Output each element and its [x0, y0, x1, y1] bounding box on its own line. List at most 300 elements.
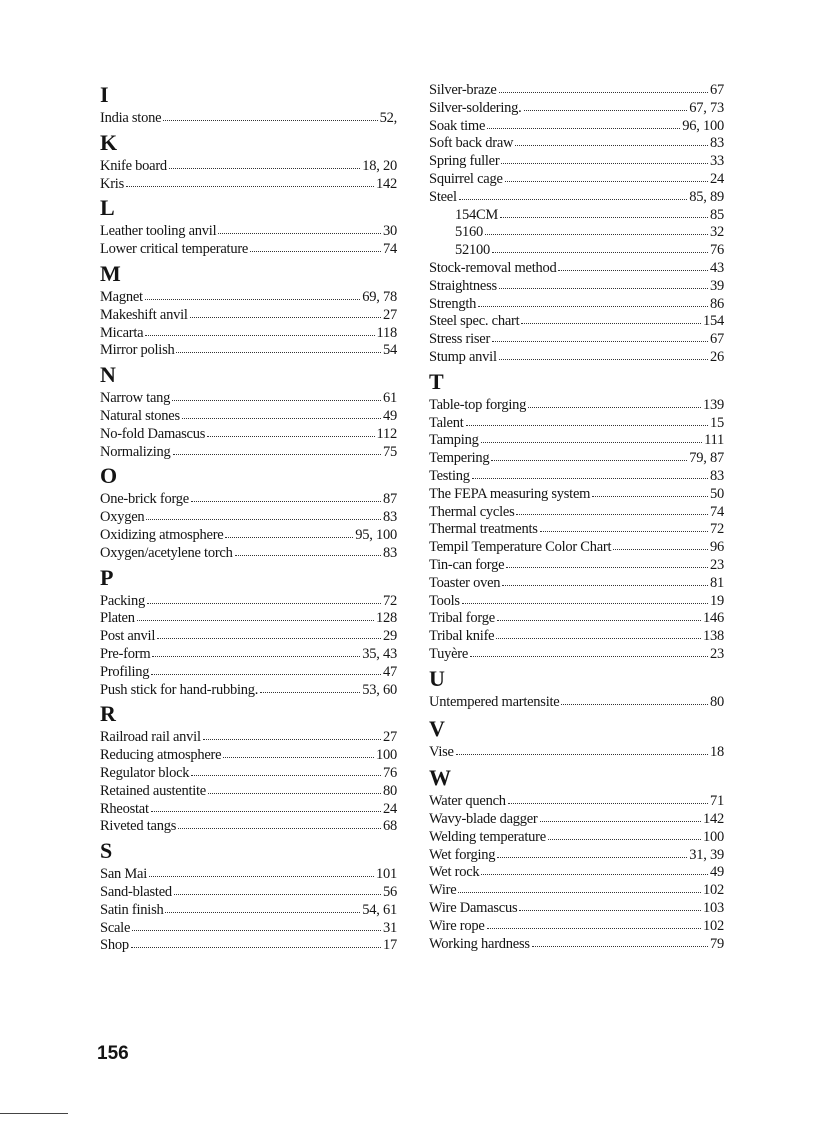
index-term: Mirror polish: [100, 342, 175, 359]
section-letter: W: [429, 765, 451, 791]
index-page-ref: 142: [376, 175, 397, 192]
index-term: Micarta: [100, 324, 144, 341]
index-entry: [100, 682, 397, 700]
index-page-ref: 54, 61: [362, 901, 397, 918]
index-entry: [429, 936, 724, 954]
index-term: Stock-removal method: [429, 259, 557, 276]
index-entry: [429, 296, 724, 314]
index-page-ref: 72: [710, 521, 724, 538]
index-term: Railroad rail anvil: [100, 729, 201, 746]
index-entry: [100, 491, 397, 509]
index-entry: [429, 610, 724, 628]
index-page-ref: 53, 60: [362, 681, 397, 698]
index-page-ref: 67, 73: [689, 99, 724, 116]
index-entry: [429, 278, 724, 296]
dot-leader: [508, 799, 708, 804]
index-entry: [100, 444, 397, 462]
index-entry: [100, 527, 397, 545]
dot-leader: [235, 551, 381, 556]
index-page-ref: 103: [703, 900, 724, 917]
dot-leader: [165, 908, 360, 913]
index-term: Soak time: [429, 117, 486, 134]
dot-leader: [592, 492, 708, 497]
index-page-ref: 111: [704, 432, 724, 449]
dot-leader: [481, 870, 708, 875]
index-page-ref: 49: [383, 407, 397, 424]
dot-leader: [548, 835, 701, 840]
index-term: Satin finish: [100, 901, 164, 918]
index-entry: [429, 432, 724, 450]
dot-leader: [481, 438, 702, 443]
dot-leader: [497, 616, 701, 621]
index-entry: [100, 729, 397, 747]
index-page-ref: 15: [710, 414, 724, 431]
index-entry: [429, 260, 724, 278]
index-page-ref: 17: [383, 937, 397, 954]
index-page-ref: 56: [383, 883, 397, 900]
index-term: Squirrel cage: [429, 170, 503, 187]
index-page-ref: 74: [383, 241, 397, 258]
dot-leader: [223, 753, 374, 758]
dot-leader: [218, 229, 381, 234]
index-page-ref: 96: [710, 539, 724, 556]
index-term: Scale: [100, 919, 131, 936]
index-entry: [100, 110, 397, 128]
index-page-ref: 18, 20: [362, 157, 397, 174]
index-entry: [429, 521, 724, 539]
index-page-ref: 79: [710, 935, 724, 952]
index-page-ref: 79, 87: [689, 450, 724, 467]
index-entry: [429, 504, 724, 522]
dot-leader: [500, 213, 708, 218]
dot-leader: [131, 943, 381, 948]
section-letter: U: [429, 665, 445, 691]
index-entry: [429, 224, 724, 242]
index-entry: [100, 509, 397, 527]
dot-leader: [208, 789, 381, 794]
index-page-ref: 80: [383, 782, 397, 799]
dot-leader: [151, 807, 381, 812]
dot-leader: [169, 164, 360, 169]
index-term: Vise: [429, 743, 454, 760]
index-entry: [100, 902, 397, 920]
index-page-ref: 83: [383, 544, 397, 561]
index-term: Retained austentite: [100, 782, 206, 799]
index-page-ref: 67: [710, 82, 724, 98]
section-letter: M: [100, 260, 121, 286]
index-term: Makeshift anvil: [100, 306, 188, 323]
page-number: 156: [97, 1043, 129, 1064]
index-page-ref: 100: [376, 747, 397, 764]
index-entry: [100, 664, 397, 682]
index-term: Kris: [100, 175, 124, 192]
dot-leader: [137, 616, 374, 621]
index-entry: [429, 313, 724, 331]
dot-leader: [516, 510, 708, 515]
dot-leader: [524, 106, 688, 111]
index-term: India stone: [100, 110, 162, 126]
index-entry: [100, 342, 397, 360]
dot-leader: [152, 652, 360, 657]
index-page-ref: 139: [703, 396, 724, 413]
index-page-ref: 27: [383, 306, 397, 323]
index-entry: [429, 744, 724, 762]
index-term: Strength: [429, 295, 477, 312]
index-page-ref: 83: [710, 467, 724, 484]
index-term: Lower critical temperature: [100, 241, 249, 258]
dot-leader: [519, 906, 701, 911]
index-entry: [429, 118, 724, 136]
index-term: Profiling: [100, 663, 150, 680]
index-entry: [429, 811, 724, 829]
index-entry: [429, 171, 724, 189]
dot-leader: [207, 432, 374, 437]
index-entry: [100, 818, 397, 836]
index-page-ref: 23: [710, 556, 724, 573]
index-term: Pre-form: [100, 645, 151, 662]
index-entry: [429, 646, 724, 664]
index-page-ref: 23: [710, 645, 724, 662]
index-term: Untempered martensite: [429, 693, 560, 710]
index-page-ref: 39: [710, 277, 724, 294]
index-term: The FEPA measuring system: [429, 485, 591, 502]
dot-leader: [145, 331, 374, 336]
dot-leader: [540, 817, 701, 822]
index-page-ref: 61: [383, 390, 397, 407]
index-entry: [429, 82, 724, 100]
index-entry: [429, 415, 724, 433]
index-entry: [100, 801, 397, 819]
index-page-ref: 75: [383, 443, 397, 460]
index-term: Rheostat: [100, 800, 149, 817]
index-entry: [429, 153, 724, 171]
dot-leader: [147, 599, 381, 604]
index-term: Talent: [429, 414, 464, 431]
index-term: Stump anvil: [429, 348, 497, 365]
index-entry: [100, 426, 397, 444]
dot-leader: [145, 295, 360, 300]
index-page-ref: 30: [383, 223, 397, 240]
index-entry: [429, 207, 724, 225]
index-entry: [100, 223, 397, 241]
dot-leader: [176, 348, 381, 353]
dot-leader: [472, 474, 708, 479]
dot-leader: [157, 634, 381, 639]
index-term: Push stick for hand-rubbing.: [100, 681, 259, 698]
index-page-ref: 76: [710, 242, 724, 259]
index-entry: [429, 331, 724, 349]
dot-leader: [613, 545, 708, 550]
dot-leader: [191, 771, 381, 776]
index-entry: [429, 397, 724, 415]
index-page-ref: 24: [383, 800, 397, 817]
index-term: Packing: [100, 592, 145, 609]
section-letter: L: [100, 195, 115, 221]
index-term: Magnet: [100, 288, 143, 305]
index-entry: [429, 882, 724, 900]
index-entry: [429, 242, 724, 260]
index-page-ref: 80: [710, 693, 724, 710]
index-page-ref: 47: [383, 663, 397, 680]
index-term: One-brick forge: [100, 491, 189, 508]
dot-leader: [191, 497, 381, 502]
footer-rule: [0, 1113, 68, 1114]
index-term: Wet forging: [429, 846, 496, 863]
index-term: Leather tooling anvil: [100, 223, 217, 240]
dot-leader: [496, 634, 701, 639]
index-entry: [100, 920, 397, 938]
index-entry: [100, 176, 397, 194]
dot-leader: [499, 88, 708, 93]
index-term: Tools: [429, 592, 460, 609]
index-term: Stress riser: [429, 331, 491, 348]
index-entry: [429, 694, 724, 712]
index-term: Welding temperature: [429, 828, 546, 845]
dot-leader: [506, 563, 708, 568]
index-page-ref: 33: [710, 153, 724, 170]
index-term: Working hardness: [429, 935, 530, 952]
index-page-ref: 43: [710, 259, 724, 276]
dot-leader: [532, 942, 708, 947]
index-entry: [429, 486, 724, 504]
section-letter: K: [100, 129, 118, 155]
dot-leader: [260, 688, 360, 693]
dot-leader: [172, 396, 381, 401]
index-term: Post anvil: [100, 628, 156, 645]
index-term: Tempil Temperature Color Chart: [429, 539, 612, 556]
index-term: Tribal knife: [429, 628, 495, 645]
index-entry: [429, 557, 724, 575]
index-page-ref: 71: [710, 793, 724, 810]
dot-leader: [250, 247, 381, 252]
index-column-left: [100, 82, 397, 955]
index-entry: [100, 545, 397, 563]
index-page-ref: 31: [383, 919, 397, 936]
index-entry: [429, 628, 724, 646]
index-page-ref: 146: [703, 610, 724, 627]
index-entry: [429, 918, 724, 936]
index-page-ref: 19: [710, 592, 724, 609]
index-page-ref: 26: [710, 348, 724, 365]
index-page-ref: 68: [383, 818, 397, 835]
index-entry: [100, 765, 397, 783]
index-page-ref: 18: [710, 743, 724, 760]
index-page-ref: 50: [710, 485, 724, 502]
index-term: Wavy-blade dagger: [429, 811, 538, 828]
dot-leader: [173, 450, 381, 455]
index-entry: [100, 783, 397, 801]
index-term: Regulator block: [100, 764, 190, 781]
index-term: Tamping: [429, 432, 479, 449]
index-entry: [429, 793, 724, 811]
index-page-ref: 83: [383, 509, 397, 526]
index-entry: [429, 575, 724, 593]
index-page-ref: 118: [376, 324, 397, 341]
index-page-ref: 95, 100: [355, 526, 397, 543]
index-page-ref: 69, 78: [362, 288, 397, 305]
index-page-ref: 85: [710, 206, 724, 223]
index-entry: [429, 100, 724, 118]
index-entry: [429, 593, 724, 611]
index-entry: [100, 866, 397, 884]
index-term: Normalizing: [100, 443, 171, 460]
index-entry: [100, 593, 397, 611]
index-page-ref: 102: [703, 882, 724, 899]
dot-leader: [470, 652, 708, 657]
index-term: Straightness: [429, 277, 497, 294]
dot-leader: [462, 599, 708, 604]
dot-leader: [492, 337, 708, 342]
index-term: San Mai: [100, 866, 147, 883]
index-term: Reducing atmosphere: [100, 747, 222, 764]
index-page-ref: 54: [383, 342, 397, 359]
index-page-ref: 29: [383, 628, 397, 645]
index-term: Water quench: [429, 793, 506, 810]
index-entry: [429, 450, 724, 468]
index-term: Steel spec. chart: [429, 313, 520, 330]
section-letter: N: [100, 362, 116, 388]
index-entry: [100, 884, 397, 902]
index-term: Testing: [429, 467, 470, 484]
section-letter: R: [100, 701, 116, 727]
dot-leader: [126, 182, 374, 187]
dot-leader: [132, 926, 381, 931]
index-term: Tin-can forge: [429, 556, 505, 573]
index-term: Table-top forging: [429, 396, 527, 413]
index-entry: [429, 900, 724, 918]
dot-leader: [499, 284, 708, 289]
dot-leader: [487, 924, 701, 929]
index-entry: [429, 189, 724, 207]
index-term: Steel: [429, 188, 457, 205]
index-entry: [100, 307, 397, 325]
dot-leader: [203, 735, 381, 740]
dot-leader: [225, 533, 353, 538]
dot-leader: [459, 195, 688, 200]
dot-leader: [456, 750, 708, 755]
dot-leader: [174, 890, 381, 895]
index-page-ref: 154: [703, 313, 724, 330]
index-page-ref: 83: [710, 135, 724, 152]
index-term: Oxygen: [100, 509, 145, 526]
index-entry: [100, 390, 397, 408]
index-entry: [100, 937, 397, 955]
index-entry: [429, 349, 724, 367]
dot-leader: [502, 581, 708, 586]
dot-leader: [501, 159, 708, 164]
index-term: Silver-soldering.: [429, 99, 522, 116]
index-page-ref: 27: [383, 729, 397, 746]
dot-leader: [528, 403, 701, 408]
index-page-ref: 35, 43: [362, 645, 397, 662]
dot-leader: [178, 824, 381, 829]
index-term: Tempering: [429, 450, 490, 467]
index-page-ref: 100: [703, 828, 724, 845]
index-page-ref: 128: [376, 610, 397, 627]
index-page-ref: 112: [376, 425, 397, 442]
section-letter: I: [100, 82, 109, 107]
dot-leader: [485, 230, 708, 235]
index-page-ref: 74: [710, 503, 724, 520]
dot-leader: [151, 670, 381, 675]
dot-leader: [478, 302, 708, 307]
index-entry: [100, 325, 397, 343]
index-term: Wire: [429, 882, 457, 899]
index-term: Thermal treatments: [429, 521, 538, 538]
index-term: Sand-blasted: [100, 883, 172, 900]
index-entry: [100, 610, 397, 628]
dot-leader: [182, 414, 381, 419]
dot-leader: [466, 421, 708, 426]
index-page-ref: 96, 100: [682, 117, 724, 134]
dot-leader: [190, 313, 381, 318]
index-page-ref: 85, 89: [689, 188, 724, 205]
dot-leader: [558, 266, 708, 271]
index-page-ref: 101: [376, 866, 397, 883]
index-term: 5160: [455, 224, 483, 241]
index-entry: [100, 628, 397, 646]
index-term: Wire rope: [429, 917, 485, 934]
index-term: Spring fuller: [429, 153, 500, 170]
index-term: Soft back draw: [429, 135, 514, 152]
index-term: 52100: [455, 242, 490, 259]
index-page-ref: 24: [710, 170, 724, 187]
dot-leader: [515, 141, 708, 146]
index-page-ref: 86: [710, 295, 724, 312]
index-term: Riveted tangs: [100, 818, 177, 835]
dot-leader: [458, 888, 701, 893]
index-term: Narrow tang: [100, 390, 171, 407]
index-entry: [429, 135, 724, 153]
dot-leader: [505, 177, 708, 182]
dot-leader: [492, 248, 708, 253]
index-entry: [429, 847, 724, 865]
dot-leader: [149, 872, 374, 877]
index-term: Toaster oven: [429, 574, 501, 591]
index-entry: [100, 158, 397, 176]
index-term: Thermal cycles: [429, 503, 515, 520]
index-entry: [100, 241, 397, 259]
index-term: Oxidizing atmosphere: [100, 526, 224, 543]
index-entry: [429, 864, 724, 882]
index-page-ref: 67: [710, 331, 724, 348]
dot-leader: [487, 124, 680, 129]
index-page-ref: 142: [703, 811, 724, 828]
dot-leader: [540, 527, 708, 532]
index-entry: [429, 468, 724, 486]
dot-leader: [163, 116, 377, 121]
index-term: Oxygen/acetylene torch: [100, 544, 233, 561]
index-page-ref: 31, 39: [689, 846, 724, 863]
dot-leader: [146, 515, 381, 520]
dot-leader: [561, 700, 708, 705]
index-term: Shop: [100, 937, 129, 954]
index-term: Tribal forge: [429, 610, 495, 627]
section-letter: V: [429, 715, 445, 741]
index-page-ref: 81: [710, 574, 724, 591]
index-page-ref: 52,: [379, 110, 397, 126]
index-term: Knife board: [100, 157, 167, 174]
dot-leader: [497, 853, 687, 858]
index-page-ref: 32: [710, 224, 724, 241]
index-page-ref: 138: [703, 628, 724, 645]
index-term: Natural stones: [100, 407, 180, 424]
section-letter: S: [100, 838, 113, 864]
index-page-ref: 102: [703, 917, 724, 934]
index-page-ref: 49: [710, 864, 724, 881]
dot-leader: [491, 456, 687, 461]
index-column-right: [429, 82, 724, 953]
